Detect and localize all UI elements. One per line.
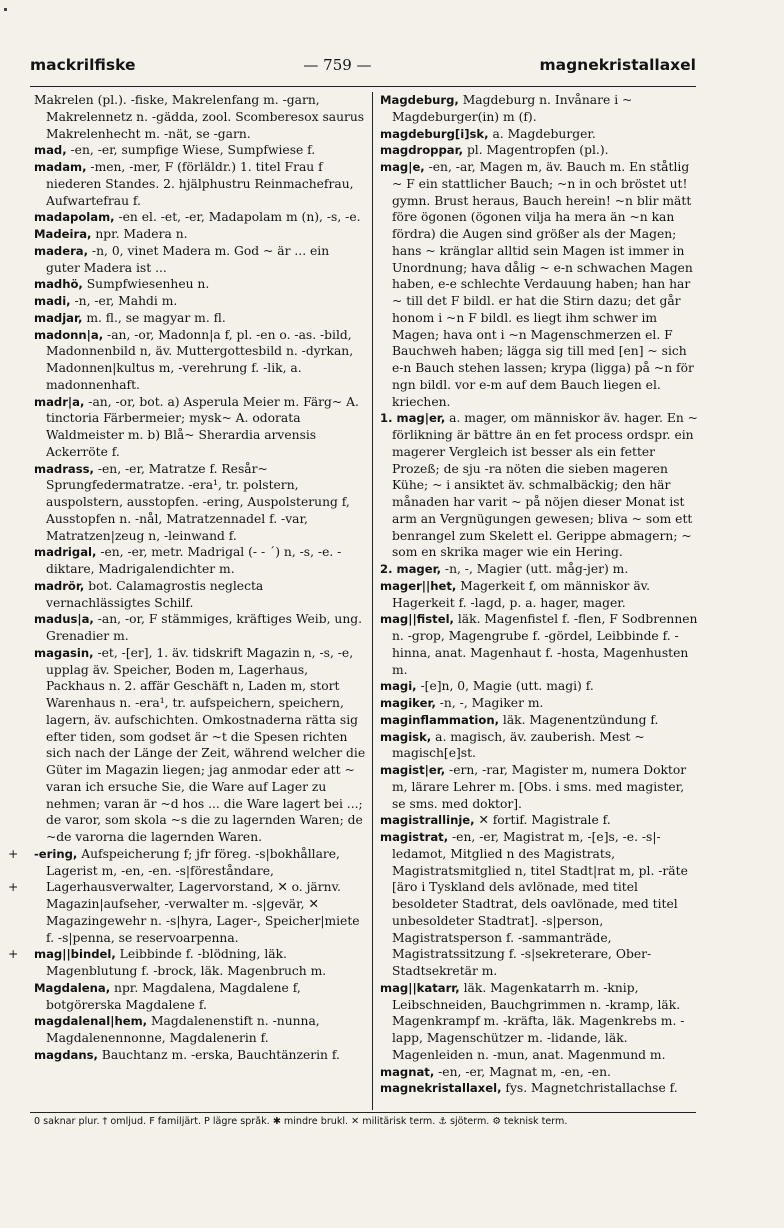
entry-definition: a. magisch, äv. zauberish. Mest ~ magisch[e]st. (392, 729, 649, 761)
entry-headword: Madeira, (34, 227, 92, 241)
entry-definition: Bauchtanz m. -erska, Bauchtänzerin f. (97, 1047, 340, 1062)
entry-headword: Magdalena, (34, 980, 111, 995)
entry-headword: magdalenal|hem, (34, 1014, 148, 1029)
dictionary-entry (380, 92, 698, 126)
entry-headword: mag||katarr, (380, 980, 460, 995)
entry-headword: madrigal, (34, 545, 97, 560)
entry-definition: -ern, -rar, Magister m, numera Doktor m, lärare Lehrer m. [Obs. i sms. med magister, se sms. med doktor]. (392, 763, 691, 811)
entry-definition: fys. Magnetchristallachse f. (501, 1081, 678, 1096)
header-left-guide-word: mackrilfiske (30, 56, 136, 74)
entry-definition: -n, -er, Mahdi m. (70, 294, 178, 308)
entry-definition: -et, -[er], 1. äv. tidskrift Magazin n, -s, -e, upplag äv. Speicher, Boden m, Lagerhaus, Packhaus n. 2. affär Geschäft n, Laden m, stort Warenhaus n. -era¹, tr. aufspeichern, speichern, lagern, äv. aufschichten. Omkostnaderna rätta sig efter tiden, som godset är ~t die Spesen richten sich nach der Länge der Zeit, während welcher die Güter im Magazin liegen; jag anmodar eder att ~ varan ich ersuche Sie, die Ware auf Lager zu nehmen; varan är ~d hos ... die Ware lagert bei ...; de varor, som skola ~s die zu lagernden Waren; de ~de varorna die lagernden Waren. (46, 645, 370, 844)
entry-headword: mag||fistel, (380, 612, 454, 627)
column-divider (372, 92, 373, 1110)
entry-headword: magdroppar, (380, 143, 464, 158)
scan-speck (4, 8, 7, 11)
dictionary-entry (34, 243, 366, 277)
entry-definition: -n, 0, vinet Madera m. God ~ är ... ein guter Madera ist ... (46, 243, 334, 275)
entry-headword: mag|e, (380, 160, 425, 174)
header-right-guide-word: magnekristallaxel (539, 56, 696, 74)
addition-marker: + (8, 947, 19, 962)
dictionary-entry (34, 142, 366, 159)
entry-headword: 2. mager, (380, 562, 441, 576)
right-column (380, 92, 702, 1097)
entry-definition: -an, -or, F stämmiges, kräftiges Weib, ung. Grenadier m. (46, 612, 366, 643)
entry-definition: läk. Magenentzündung f. (498, 712, 659, 727)
entry-definition: -en, -er, Magistrat m, -[e]s, -e. -s|-ledamot, Mitglied n des Magistrats, Magistratsmitglied n, titel Stadt|rat m, pl. -räte [äro i Tyskland dels avlönade, med titel besoldeter Stadtrat, dels oavlönade, med titel unbesoldeter Stadtrat]. -s|person, Magistratsperson f. -sammanträde, Magistratssitzung f. -s|sekreterare, Ober-Stadtsekretär m. (392, 830, 692, 978)
entry-headword: madhö, (34, 277, 83, 292)
entry-headword: madrör, (34, 578, 85, 593)
abbreviation-legend: 0 saknar plur. † omljud. F familjärt. P lägre språk. ✱ mindre brukl. ✕ militärisk term. ⚓ sjöterm. ⚙ teknisk term. (34, 1116, 568, 1127)
dictionary-entry (8, 946, 366, 980)
dictionary-entry (34, 578, 366, 612)
dictionary-entry (34, 293, 366, 310)
dictionary-entry (8, 846, 366, 947)
entry-definition: Aufspeicherung f; jfr föreg. -s|bokhållare, Lagerist m, -en, -en. -s|föreståndare, Lagerhausverwalter, Lagervorstand, ✕ o. järnv. Magazin|aufseher, -verwalter m. -s|gevär, ✕ Magazingewehr n. -s|hyra, Lager-, Speicher|miete f. -s|penna, se reservoarpenna. (46, 846, 364, 945)
entry-headword: mag||bindel, (34, 947, 116, 962)
entry-headword: madera, (34, 243, 89, 258)
entry-definition: a. Magdeburger. (488, 126, 596, 141)
dictionary-entry (34, 611, 366, 645)
dictionary-entry (380, 829, 698, 980)
entry-definition: Makrelen (pl.). -fiske, Makrelenfang m. -garn, Makrelennetz n. -gädda, zool. Scomberesox saurus Makrelenhecht m. -nät, se -garn. (34, 93, 369, 141)
entry-headword: Magdeburg, (380, 93, 459, 107)
dictionary-entry (34, 159, 366, 209)
entry-definition: m. fl., se magyar m. fl. (82, 310, 226, 325)
entry-headword: -ering, (34, 846, 78, 861)
entry-definition: a. mager, om människor äv. hager. En ~ förlikning är bättre än en fet process ordspr. ein magerer Vergleich ist besser als ein fetter Prozeß; de sju -ra nöten die sieben mageren Kühe; ~ i ansiktet äv. schmalbäckig; den här månaden har varit ~ på nöjen dieser Monat ist arm an Vergnügungen gewesen; bliva ~ som ett benrangel zum Skelett el. Gerippe abmagern; ~ som en skrika mager wie ein Hering. (392, 411, 702, 560)
entry-definition: bot. Calamagrostis neglecta vernachlässigtes Schilf. (46, 578, 268, 610)
entry-headword: magistrat, (380, 830, 449, 844)
entry-headword: madus|a, (34, 612, 94, 627)
entry-headword: magnekristallaxel, (380, 1081, 502, 1096)
dictionary-entry (380, 695, 698, 712)
entry-headword: madonn|a, (34, 327, 104, 342)
entry-headword: mager||het, (380, 578, 457, 593)
entry-definition: -en, -er, metr. Madrigal (- - ´) n, -s, -e. -diktare, Madrigalendichter m. (46, 545, 342, 576)
entry-headword: magisk, (380, 729, 432, 744)
entry-definition: pl. Magentropfen (pl.). (463, 143, 609, 158)
entry-headword: magistrallinje, (380, 813, 475, 828)
dictionary-entry (34, 1013, 366, 1047)
entry-headword: madi, (34, 294, 71, 308)
entry-definition: Magerkeit f, om människor äv. Hagerkeit f. -lagd, p. a. hager, mager. (392, 578, 654, 610)
page-number: — 759 — (303, 56, 372, 74)
entry-headword: magiker, (380, 696, 436, 710)
dictionary-entry (380, 142, 698, 159)
dictionary-entry (34, 544, 366, 578)
entry-headword: madr|a, (34, 394, 85, 409)
entry-headword: mad, (34, 143, 67, 158)
dictionary-entry (34, 226, 366, 243)
dictionary-entry (380, 729, 698, 763)
entry-definition: -n, -, Magiker m. (435, 696, 544, 710)
dictionary-entry (380, 762, 698, 812)
entry-definition: -en, -ar, Magen m, äv. Bauch m. En ståtlig ~ F ein stattlicher Bauch; ~n in och bröstet ut! gymn. Brust heraus, Bauch herein! ~n blir mätt före ögonen (ögonen vilja ha mera än ~n kan fördra) die Augen sind größer als der Magen; hans ~ kränglar alltid sein Magen ist immer in Unordnung; hava dålig ~ e-n schwachen Magen haben, e-e schlechte Verdauung haben; han har ~ till det F bildl. er hat die Stirn dazu; det går honom i ~n F bildl. es liegt ihm schwer im Magen; hava ont i ~n Magenschmerzen el. F Bauchweh haben; lägga sig till med [en] ~ sich e-n Bauch stehen lassen; krypa (ligga) på ~n för ngn bildl. vor e-m auf dem Bauch liegen el. kriechen. (392, 160, 698, 409)
entry-headword: 1. mag|er, (380, 411, 446, 426)
entry-definition: Leibbinde f. -blödning, läk. Magenblutung f. -brock, läk. Magenbruch m. (46, 947, 327, 978)
dictionary-entry (380, 980, 698, 1064)
entry-definition: Sumpfwiesenheu n. (82, 277, 210, 292)
addition-marker: + (8, 879, 19, 894)
entry-headword: madrass, (34, 461, 94, 476)
dictionary-entry (34, 276, 366, 293)
entry-definition: ✕ fortif. Magistrale f. (474, 813, 611, 828)
dictionary-entry (34, 394, 366, 461)
entry-definition: -n, -, Magier (utt. måg-jer) m. (441, 562, 629, 576)
dictionary-entry (380, 126, 698, 143)
entry-definition: -en, -er, Matratze f. Resår~ Sprungfedermatratze. -era¹, tr. polstern, auspolstern, ausstopfen. -ering, Auspolsterung f, Ausstopfen n. -nål, Matratzennadel f. -var, Matratzen|zeug n, -leinwand f. (46, 461, 354, 543)
dictionary-entry (34, 645, 370, 846)
dictionary-entry (380, 712, 698, 729)
entry-definition: Magdalenenstift n. -nunna, Magdalenennonne, Magdalenerin f. (46, 1014, 324, 1045)
entry-headword: magdeburg[i]sk, (380, 126, 489, 141)
entry-definition: -an, -or, bot. a) Asperula Meier m. Färg~ A. tinctoria Färbermeier; mysk~ A. odorata Waldmeister m. b) Blå~ Sherardia arvensis Ackerröte f. (46, 394, 363, 459)
entry-headword: madapolam, (34, 210, 115, 225)
entry-definition: npr. Magdalena, Magdalene f, botgörerska Magdalene f. (46, 980, 305, 1012)
entry-definition: -en el. -et, -er, Madapolam m (n), -s, -e. (114, 210, 361, 225)
entry-definition: npr. Madera n. (91, 227, 188, 241)
dictionary-entry (34, 1047, 366, 1064)
entry-headword: maginflammation, (380, 712, 499, 727)
dictionary-entry (380, 410, 702, 561)
entry-definition: -[e]n, 0, Magie (utt. magi) f. (416, 679, 594, 694)
footer-rule (30, 1112, 696, 1113)
entry-definition: -an, -or, Madonn|a f, pl. -en o. -as. -bild, Madonnenbild n, äv. Muttergottesbild n. -dyrkan, Madonnen|kultus m, -verehrung f. -lik, a. madonnenhaft. (46, 327, 358, 392)
page-header (30, 56, 696, 82)
dictionary-entry (380, 578, 698, 612)
dictionary-entry (380, 561, 698, 578)
dictionary-entry (34, 980, 366, 1014)
entry-definition: läk. Magenfistel f. -flen, F Sodbrennen n. -grop, Magengrube f. -gördel, Leibbinde f. -hinna, anat. Magenhaut f. -hosta, Magenhusten m. (392, 612, 702, 677)
entry-headword: madjar, (34, 310, 83, 325)
dictionary-entry (380, 678, 698, 695)
dictionary-entry (380, 1064, 698, 1081)
entry-headword: magnat, (380, 1064, 435, 1079)
entry-headword: magist|er, (380, 763, 446, 777)
dictionary-entry (380, 611, 702, 678)
left-column (8, 92, 370, 1064)
dictionary-entry (34, 310, 366, 327)
entry-definition: -en, -er, Magnat m, -en, -en. (434, 1064, 611, 1079)
dictionary-entry (34, 209, 366, 226)
dictionary-entry (34, 461, 366, 545)
dictionary-entry (380, 812, 698, 829)
entry-headword: magdans, (34, 1047, 98, 1062)
entry-headword: madam, (34, 160, 87, 174)
entry-definition: -en, -er, sumpfige Wiese, Sumpfwiese f. (66, 143, 316, 158)
entry-definition: läk. Magenkatarrh m. -knip, Leibschneiden, Bauchgrimmen n. -kramp, läk. Magenkrampf m. -kräfta, läk. Magenkrebs m. -lapp, Magenschützer m. -lidande, läk. Magenleiden n. -mun, anat. Magenmund m. (392, 980, 685, 1062)
entry-headword: magasin, (34, 645, 94, 660)
entry-definition: -men, -mer, F (förläldr.) 1. titel Frau f niederen Standes. 2. hjälphustru Reinmachefrau, Aufwartefrau f. (46, 160, 358, 208)
dictionary-entry (380, 159, 698, 410)
dictionary-entry (380, 1080, 698, 1097)
addition-marker: + (8, 846, 19, 861)
dictionary-entry (34, 327, 366, 394)
dictionary-entry (34, 92, 369, 142)
entry-definition: Magdeburg n. Invånare i ~ Magdeburger(in) m (f). (392, 93, 637, 124)
header-rule (30, 86, 696, 87)
entry-headword: magi, (380, 679, 417, 694)
